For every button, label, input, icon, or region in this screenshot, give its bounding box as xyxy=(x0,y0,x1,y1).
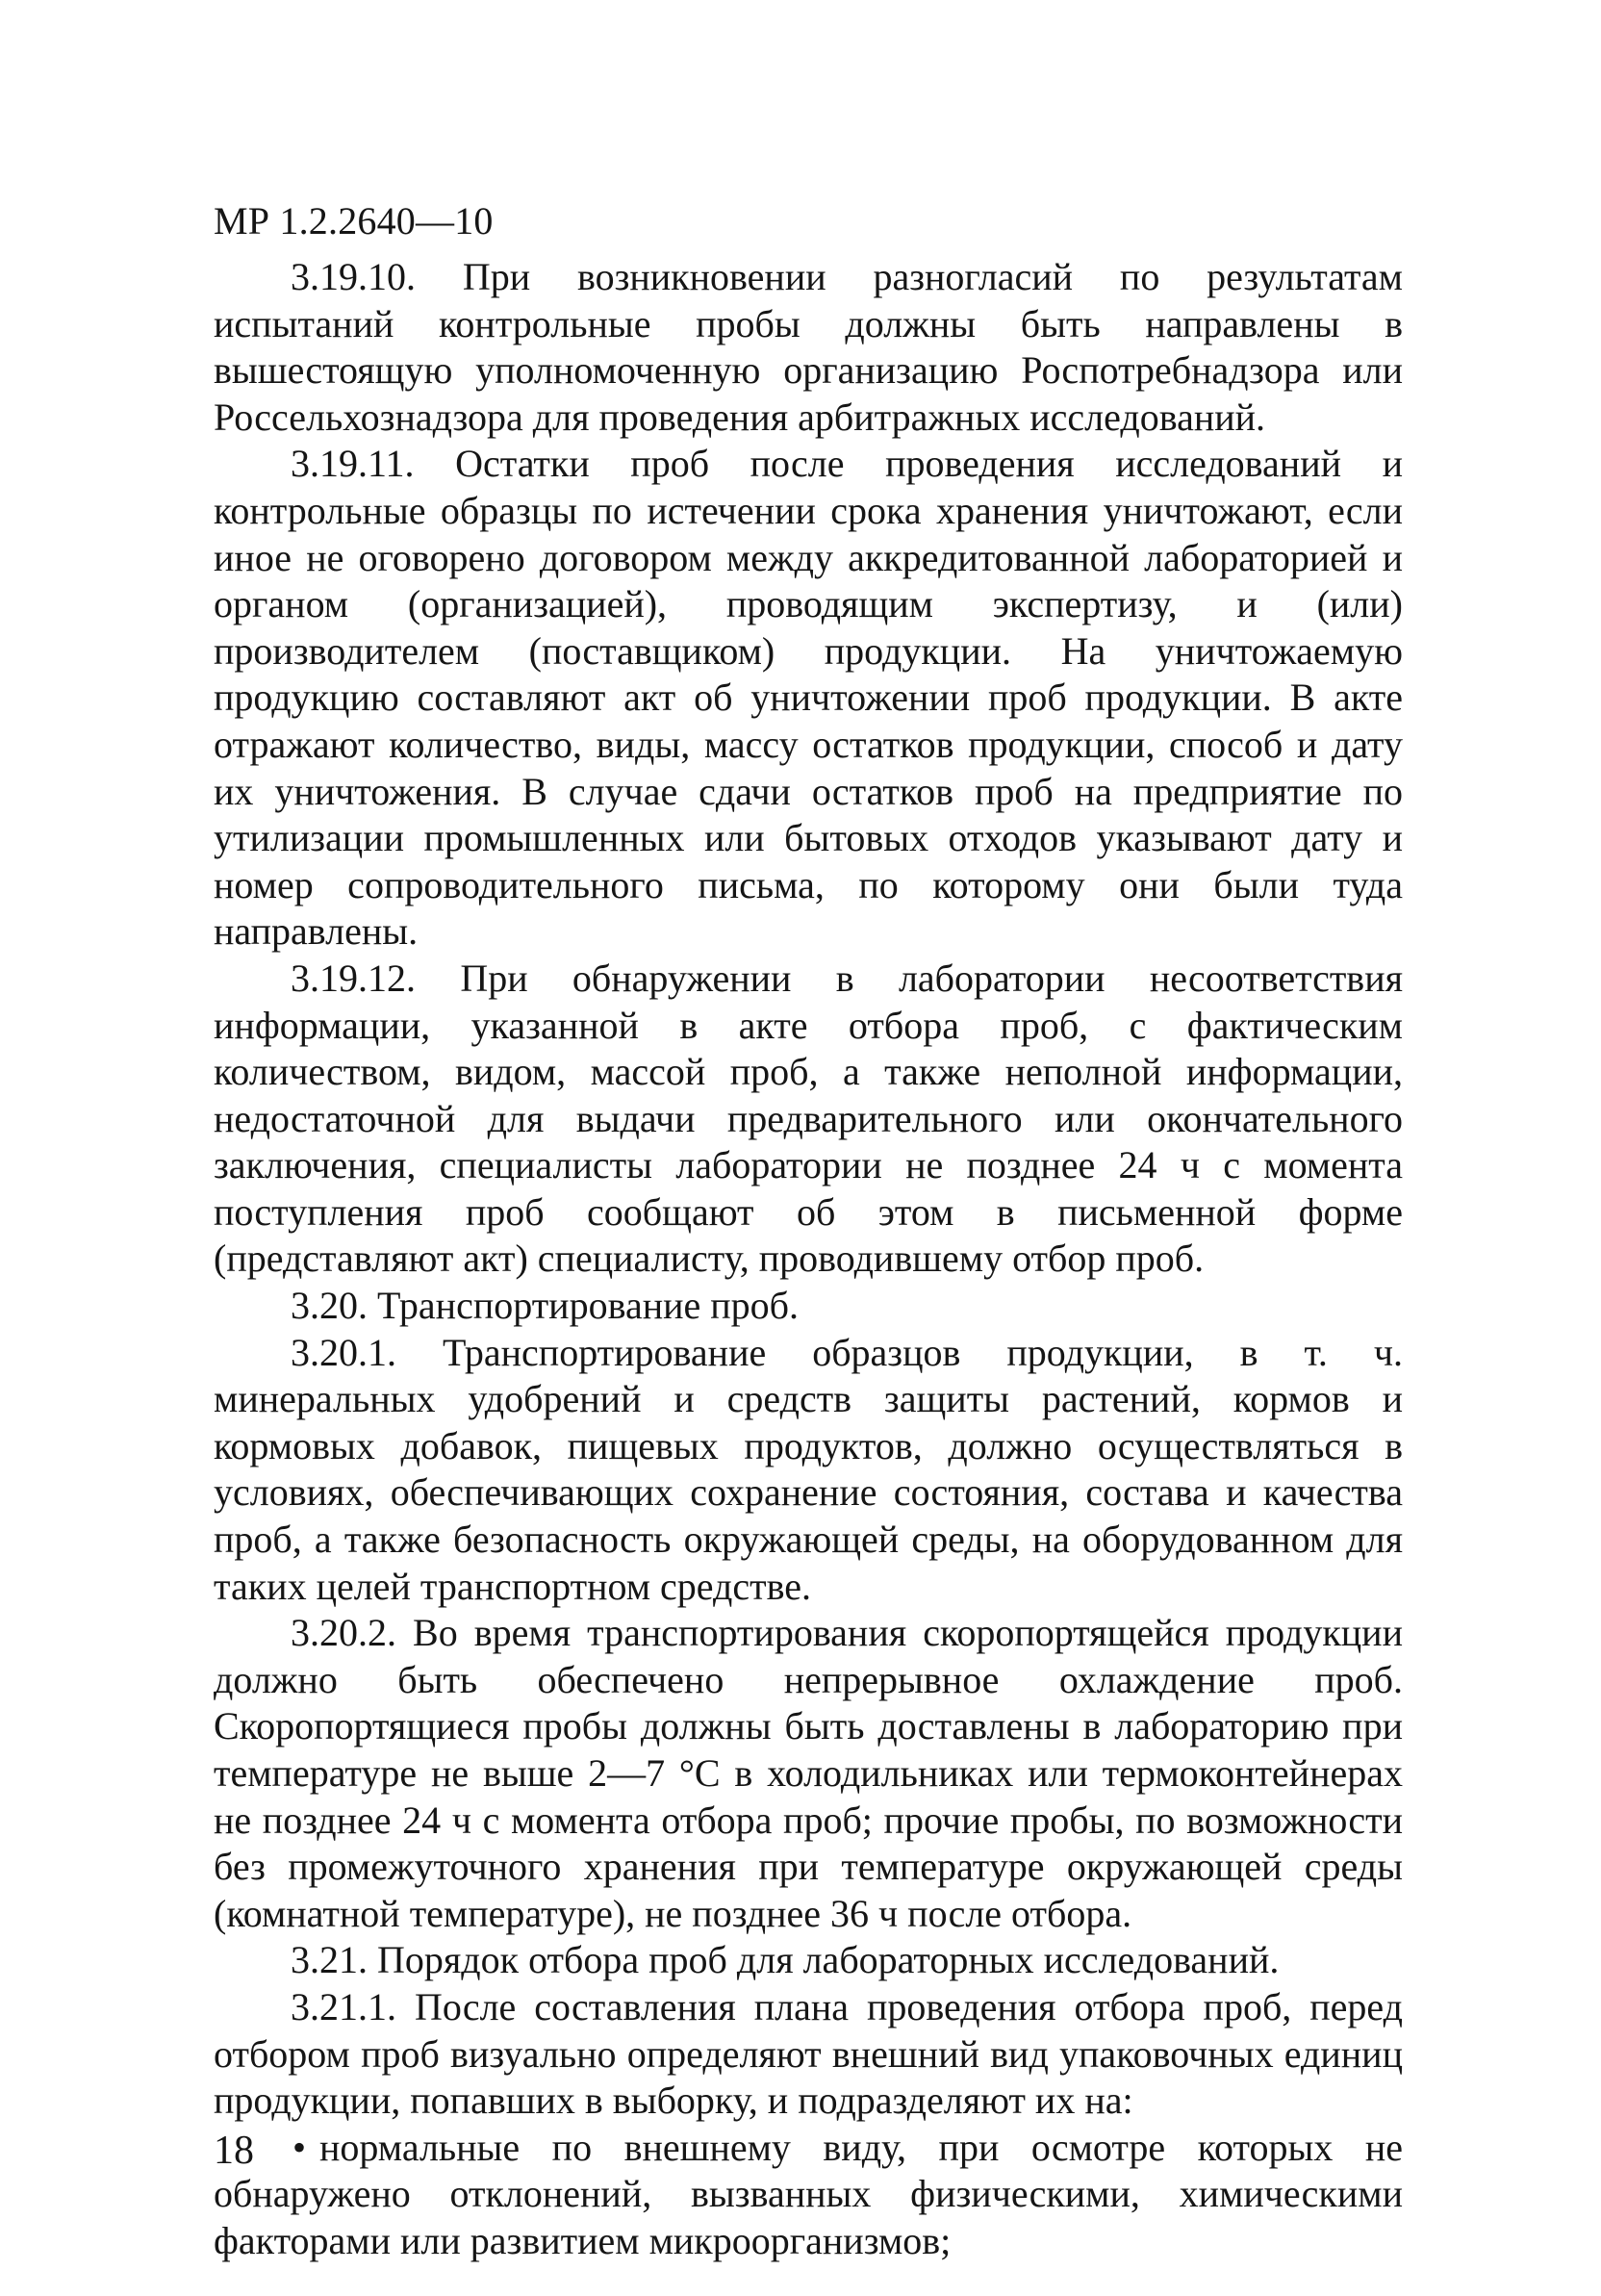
bullet-list-item xyxy=(214,2125,1403,2265)
page-number: 18 xyxy=(214,2129,254,2173)
paragraph-3-19-10: 3.19.10. При возникновении разногласий по результатам испытаний контрольные пробы должны быть направлены в вышестоящую уполномоченную организацию Роспотребнадзора или Россельхознадзора для проведения арбитражных исследований. xyxy=(214,255,1403,439)
document-body xyxy=(214,254,1403,2265)
paragraph-3-21-1: 3.21.1. После составления плана проведения отбора проб, перед отбором проб визуально определяют внешний вид упаковочных единиц продукции, попавших в выборку, и подразделяют их на: xyxy=(214,1984,1403,2123)
bullet-item-text: нормальные по внешнему виду, при осмотре которых не обнаружено отклонений, вызванных физическими, химическими факторами или развитием микроорганизмов; xyxy=(214,2125,1403,2262)
paragraph-3-20-1: 3.20.1. Транспортирование образцов продукции, в т. ч. минеральных удобрений и средств защиты растений, кормов и кормовых добавок, пищевых продуктов, должно осуществляться в условиях, обеспечивающих сохранение состояния, состава и качества проб, а также безопасность окружающей среды, на оборудованном для таких целей транспортном средстве. xyxy=(214,1330,1403,1608)
paragraph-3-20: 3.20. Транспортирование проб. xyxy=(291,1284,800,1328)
paragraph-3-21: 3.21. Порядок отбора проб для лабораторных исследований. xyxy=(291,1938,1280,1982)
paragraph-3-19-11: 3.19.11. Остатки проб после проведения исследований и контрольные образцы по истечении срока хранения уничтожают, если иное не оговорено договором между аккредитованной лабораторией и органом (организацией), проводящим экспертизу, и (или) производителем (поставщиком) продукции. На уничтожаемую продукцию составляют акт об уничтожении проб продукции. В акте отражают количество, виды, массу остатков продукции, способ и дату их уничтожения. В случае сдачи остатков проб на предприятие по утилизации промышленных или бытовых отходов указывают дату и номер сопроводительного письма, по которому они были туда направлены. xyxy=(214,442,1403,954)
document-code-header: МР 1.2.2640—10 xyxy=(214,199,494,242)
bullet-icon: • xyxy=(292,2125,307,2169)
paragraph-3-20-2: 3.20.2. Во время транспортирования скоропортящейся продукции должно быть обеспечено непрерывное охлаждение проб. Скоропортящиеся пробы должны быть доставлены в лабораторию при температуре не выше 2—7 °С в холодильниках или термоконтейнерах не позднее 24 ч с момента отбора проб; прочие пробы, по возможности без промежуточного хранения при температуре окружающей среды (комнатной температуре), не позднее 36 ч после отбора. xyxy=(214,1611,1403,1935)
paragraph-3-19-12: 3.19.12. При обнаружении в лаборатории несоответствия информации, указанной в акте отбора проб, с фактическим количеством, видом, массой проб, а также неполной информации, недостаточной для выдачи предварительного или окончательного заключения, специалисты лаборатории не позднее 24 ч с момента поступления проб сообщают об этом в письменной форме (представляют акт) специалисту, проводившему отбор проб. xyxy=(214,956,1403,1281)
